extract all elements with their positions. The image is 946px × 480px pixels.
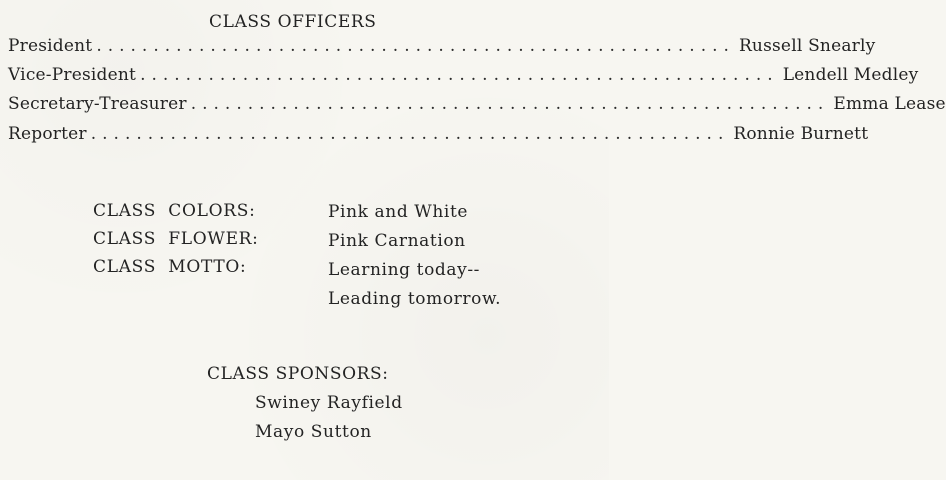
officer-row-reporter: [8, 124, 869, 148]
dot-leader: ........................................................: [140, 65, 779, 85]
class-officers-heading: CLASS OFFICERS: [209, 12, 377, 32]
officer-name: Lendell Medley: [782, 65, 919, 85]
sponsor-name: Mayo Sutton: [255, 422, 372, 442]
officer-role: Reporter: [8, 124, 87, 144]
class-flower-label: CLASS FLOWER:: [93, 229, 259, 249]
class-sponsors-heading: CLASS SPONSORS:: [207, 364, 389, 384]
class-motto-line-1: Learning today--: [328, 260, 481, 280]
officer-name: Emma Lease: [833, 94, 946, 114]
officer-row-secretary-treasurer: [8, 94, 946, 118]
officer-name: Ronnie Burnett: [733, 124, 869, 144]
class-colors-value: Pink and White: [328, 202, 469, 222]
class-motto-label: CLASS MOTTO:: [93, 257, 247, 277]
officer-name: Russell Snearly: [738, 36, 876, 56]
dot-leader: ........................................................: [190, 94, 830, 114]
officer-row-vice-president: [8, 65, 919, 89]
dot-leader: ........................................................: [96, 36, 735, 56]
dot-leader: ........................................................: [90, 124, 730, 144]
officer-role: Vice-President: [8, 65, 137, 85]
class-motto-line-2: Leading tomorrow.: [328, 289, 502, 309]
class-colors-label: CLASS COLORS:: [93, 201, 256, 221]
officer-role: Secretary-Treasurer: [8, 94, 187, 114]
sponsor-name: Swiney Rayfield: [255, 393, 403, 413]
class-flower-value: Pink Carnation: [328, 231, 466, 251]
officer-row-president: [8, 36, 876, 60]
officer-role: President: [8, 36, 93, 56]
